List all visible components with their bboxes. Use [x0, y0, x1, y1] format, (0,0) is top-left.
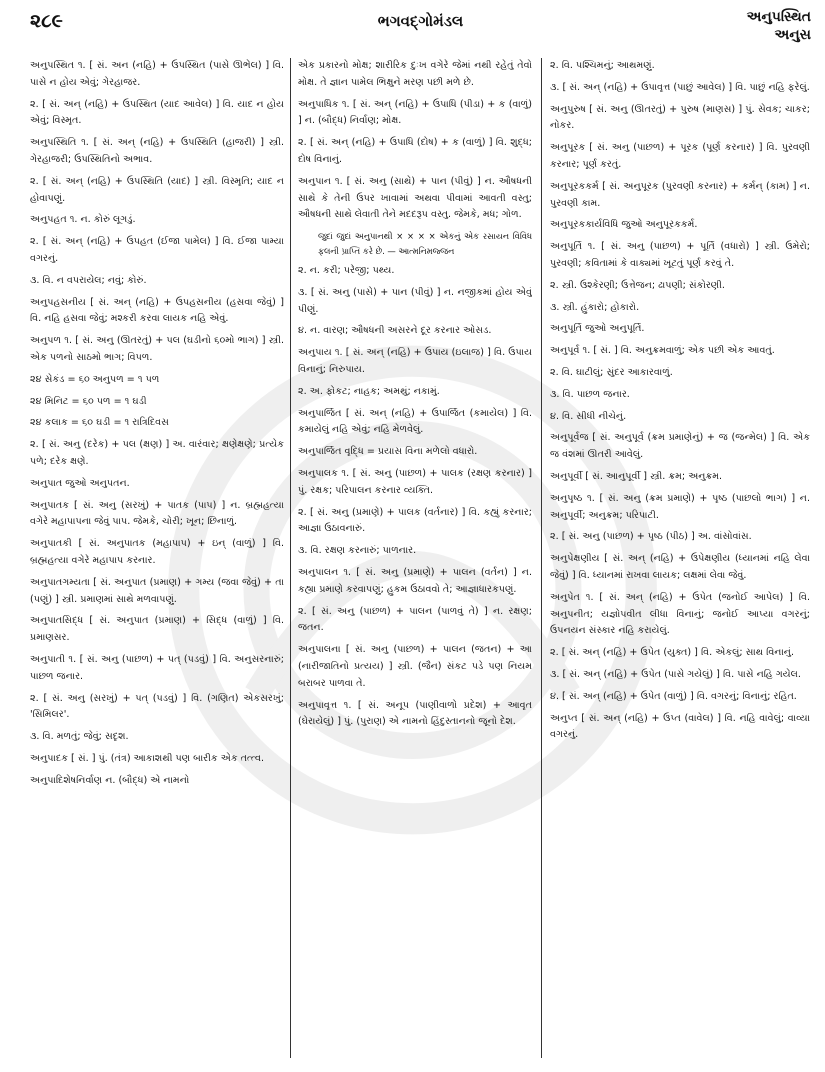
dictionary-entry: અનુપુરુષ [ સં. અનુ (ઊતરતું) + પુરુષ (માણસ) ] પું. સેવક; ચાકર; નોકર.: [550, 103, 810, 132]
dictionary-entry: ૨. [ સં. અન્ (નહિ) + ઉપસ્થિતિ (યાદ) ] સ્ત્રી. વિસ્મૃતિ; યાદ ન હોવાપણું.: [30, 175, 284, 204]
dictionary-entry: અનુપાવૃત્ત ૧. [ સં. અનૂપ (પાણીવાળો પ્રદેશ) + આવૃત (ઘેરાયેલું) ] પું. (પુરાણ) એ નામનો હિંદુસ્તાનનો જૂનો દેશ.: [298, 699, 532, 728]
dictionary-entry: અનુપાલના [ સં. અનુ (પાછળ) + પાલન (જતન) + આ (નારીજાતિનો પ્રત્યય) ] સ્ત્રી. (જૈન) સંકટ પડે પણ નિયમ બરાબર પાળવા તે.: [298, 644, 532, 689]
dictionary-entry: અનુપાદક [ સં. ] પું. (તંત્ર) આકાશથી પણ બારીક એક તત્ત્વ.: [30, 752, 265, 764]
dictionary-entry: અનુપાર્જિત વૃદ્ધિ = પ્રયાસ વિના મળેલો વધારો.: [298, 446, 478, 458]
guide-word-bottom: અનુસ: [774, 27, 811, 43]
dictionary-entry: ૩. વિ. મળતું; જેવું; સદૃશ.: [30, 731, 129, 743]
page-number: ૨૮૯: [30, 10, 63, 32]
dictionary-entry: અનુપૂર્વ ૧. [ સં. ] વિ. અનુક્રમવાળું; એક પછી એક આવતું.: [550, 345, 775, 357]
dictionary-entry: અનુપૂર્તિ ૧. [ સં. અનુ (પાછળ) + પૂર્તિ (વધારો) ] સ્ત્રી. ઉમેરો; પુરવણી; કવિતામાં કે વાક્યમાં ખૂટતું પૂર્ણ કરવું તે.: [550, 241, 810, 269]
dictionary-entry: ૩. વિ. ન વપરાયેલ; નવું; કોરું.: [30, 274, 147, 286]
dictionary-entry: અનુપૂરકકાર્યવિધિ જુઓ અનુપૂરકકર્મ.: [550, 219, 698, 231]
dictionary-entry: ૨. સ્ત્રી. ઉશ્કેરણી; ઉત્તેજન; ઢાપણી; સંકોરણી.: [550, 279, 725, 291]
dictionary-entry: ૨. [ સં. અનુ (દરેક) + પલ (ક્ષણ) ] અ. વારંવાર; ક્ષણેક્ષણે; પ્રત્યેક પળે; દરેક ક્ષણે.: [30, 439, 284, 467]
dictionary-entry: અનુપ્ત [ સં. અન્ (નહિ) + ઉપ્ત (વાવેલ) ] વિ. નહિ વાવેલું; વાવ્યા વગરનું.: [550, 712, 810, 741]
dictionary-entry: ૨. અ. ફોકટ; નાહક; અમથું; નકામું.: [298, 385, 440, 397]
dictionary-entry: અનુપૂર્વી [ સં. આનુપૂર્વી ] સ્ત્રી. ક્રમ; અનુક્રમ.: [550, 470, 723, 482]
dictionary-entry: ૩. [ સં. અનુ (પાસે) + પાન (પીવું) ] ન. નજીકમાં હોય એવું પીણું.: [298, 286, 532, 315]
dictionary-entry: અનુપાધિક ૧. [ સં. અન્ (નહિ) + ઉપાધિ (પીડા) + ક (વાળું) ] ન. (બૌદ્ધ) નિર્વાણ; મોક્ષ.: [298, 98, 532, 127]
dictionary-entry: ૨૪ કલાક = ૬૦ ઘડી = ૧ રાત્રિદિવસ: [30, 417, 169, 429]
dictionary-entry: અનુપૂરકકર્મ [ સં. અનુપૂરક (પુરવણી કરનાર) + કર્મન્ (કામ) ] ન. પુરવણી કામ.: [550, 180, 810, 209]
dictionary-entry: અનુપાર્જિત [ સં. અન્ (નહિ) + ઉપાર્જિત (કમાયેલ) ] વિ. કમાયેલું નહિ એવું; નહિ મેળવેલું.: [298, 407, 532, 436]
dictionary-entry: અનુપસ્થિત ૧. [ સં. અન (નહિ) + ઉપસ્થિત (પાસે ઊભેલ) ] વિ. પાસે ન હોય એવું; ગેરહાજર.: [30, 60, 284, 88]
dictionary-entry: ૨૪ મિનિટ = ૬૦ પળ = ૧ ઘડી: [30, 395, 147, 407]
dictionary-entry: અનુપાય ૧. [ સં. અન્ (નહિ) + ઉપાય (ઇલાજ) ] વિ. ઉપાય વિનાનું; નિરુપાય.: [298, 347, 532, 375]
column-divider: [290, 58, 291, 1058]
dictionary-entry: ૩. [ સં. અન્ (નહિ) + ઉપાવૃત્ત (પાછું આવેલ) ] વિ. પાછું નહિ ફરેલું.: [550, 81, 810, 93]
dictionary-entry: અનુપાતક [ સં. અનુ (સરખું) + પાતક (પાપ) ] ન. બ્રહ્મહત્યા વગેરે મહાપાપના જેવું પાપ. જેમકે, ચોરી; ખૂન; છિનાળું.: [30, 499, 284, 528]
dictionary-entry: અનુપળ ૧. [ સં. અનુ (ઊતરતું) + પલ (ઘડીનો ૬૦મો ભાગ) ] સ્ત્રી. એક પળનો સાઠમો ભાગ; વિપળ.: [30, 335, 284, 363]
dictionary-entry: ૨. વિ. ઘાટીલું; સુંદર આકારવાળું.: [550, 366, 673, 378]
dictionary-entry: ૨૪ સેકંડ = ૬૦ અનુપળ = ૧ પળ: [30, 373, 160, 385]
dictionary-column-2: [298, 58, 532, 1058]
dictionary-entry: એક પ્રકારનો મોક્ષ; શારીરિક દુઃખ વગેરે જેમાં નથી રહેતું તેવો મોક્ષ. તે જ્ઞાન પામેલ ભિક્ષુને મરણ પછી મળે છે.: [298, 60, 532, 88]
dictionary-entry: અનુપૂર્વજ [ સં. અનુપૂર્વ (ક્રમ પ્રમાણેનું) + જ (જન્મેલ) ] વિ. એક જ વંશમાં ઊતરી આવેલું.: [550, 432, 810, 461]
book-title: ભગવદ્ગોમંડલ: [377, 12, 464, 30]
dictionary-entry: અનુપૂરક [ સં. અનુ (પાછળ) + પૂરક (પૂર્ણ કરનાર) ] વિ. પુરવણી કરનાર; પૂર્ણ કરતું.: [550, 142, 810, 170]
dictionary-column-3: [550, 58, 810, 1058]
dictionary-entry: ૪. [ સં. અન્ (નહિ) + ઉપેત (વાળું) ] વિ. વગરનું; વિનાનું; રહિત.: [550, 690, 797, 702]
dictionary-entry: અનુપૃષ્ઠ ૧. [ સં. અનુ (ક્રમ પ્રમાણે) + પૃષ્ઠ (પાછલો ભાગ) ] ન. અનુપૂર્વી; અનુક્રમ; પરિપાટી.: [550, 492, 810, 521]
dictionary-entry: ૩. વિ. રક્ષણ કરનારું; પાળનાર.: [298, 545, 417, 557]
dictionary-entry: અનુપહત ૧. ન. કોરું લૂગડું.: [30, 214, 136, 226]
dictionary-entry: ૩. વિ. પાછળ જનાર.: [550, 388, 630, 400]
dictionary-entry: અનુપેક્ષણીય [ સં. અન્ (નહિ) + ઉપેક્ષણીય (ધ્યાનમાં નહિ લેવા જેવું) ] વિ. ધ્યાનમાં રાખવા લાયક; લક્ષમાં લેવા જેવું.: [550, 553, 810, 581]
dictionary-entry: ૨. [ સં. અનુ (પાછળ) + પૃષ્ઠ (પીઠ) ] અ. વાંસોવાંસ.: [550, 531, 752, 543]
dictionary-entry: અનુપાતી ૧. [ સં. અનુ (પાછળ) + પત્ (પડવું) ] વિ. અનુસરનારું; પાછળ જનાર.: [30, 653, 284, 682]
dictionary-entry: ૨. ન. કરી; પરેજી; પથ્ય.: [298, 264, 395, 276]
dictionary-entry: ૨. [ સં. અનુ (સરખું) + પત્ (પડવું) ] વિ. (ગણિત) એકસરખું; 'સિમિલર'.: [30, 692, 284, 721]
guide-words: [747, 8, 811, 44]
dictionary-entry: અનુપાતસિદ્ધ [ સં. અનુપાત (પ્રમાણ) + સિદ્ધ (વાળું) ] વિ. પ્રમાણસર.: [30, 615, 284, 644]
dictionary-entry: અનુપેત ૧. [ સં. અન્ (નહિ) + ઉપેત (જનોઈ આપેલ) ] વિ. અનુપનીત; યજ્ઞોપવીત લીધા વિનાનું; જનોઈ આપ્યા વગરનું; ઉપનયન સંસ્કાર નહિ કરાયેલું.: [550, 591, 810, 637]
dictionary-entry: ૨. [ સં. અન્ (નહિ) + ઉપહત (ઈજા પામેલ) ] વિ. ઈજા પામ્યા વગરનું.: [30, 236, 284, 264]
dictionary-entry: ૨. [ સં. અનુ (પ્રમાણે) + પાલક (વર્તનાર) ] વિ. કહ્યું કરનાર; આજ્ઞા ઉઠાવનારું.: [298, 506, 532, 535]
column-divider: [541, 58, 542, 1058]
dictionary-entry: અનુપાદિશેષનિર્વાણ ન. (બૌદ્ધ) એ નામનો: [30, 774, 190, 786]
dictionary-entry: ૨. વિ. પશ્ચિમનું; આથમણું.: [550, 60, 655, 71]
dictionary-column-1: [30, 58, 284, 1058]
dictionary-entry: અનુપૂર્તિ જુઓ અનુપૂર્તિ.: [550, 323, 645, 335]
dictionary-entry: અનુપહસનીય [ સં. અન્ (નહિ) + ઉપહસનીય (હસવા જેવું) ] વિ. નહિ હસવા જેવું; મશ્કરી કરવા લાયક નહિ એવું.: [30, 296, 284, 325]
dictionary-entry: અનુપાત જુઓ અનુપતન.: [30, 477, 130, 489]
dictionary-entry: ૩. [ સં. અન્ (નહિ) + ઉપેત (પાસે ગયેલું) ] વિ. પાસે નહિ ગયેલ.: [550, 668, 801, 680]
dictionary-entry: ૨. [ સં. અન્ (નહિ) + ઉપસ્થિત (યાદ આવેલ) ] વિ. યાદ ન હોય એવું; વિસ્મૃત.: [30, 98, 284, 127]
dictionary-entry: ૩. સ્ત્રી. હુંકારો; હોકારો.: [550, 301, 640, 313]
dictionary-entry: અનુપાલક ૧. [ સં. અનુ (પાછળ) + પાલક (રક્ષણ કરનાર) ] પું. રક્ષક; પરિપાલન કરનાર વ્યક્તિ.: [298, 467, 532, 496]
dictionary-entry: અનુપાલન ૧. [ સં. અનુ (પ્રમાણે) + પાલન (વર્તન) ] ન. કહ્યા પ્રમાણે કરવાપણું; હુકમ ઉઠાવવો તે; આજ્ઞાધારકપણું.: [298, 566, 532, 595]
dictionary-entry: અનુપાન ૧. [ સં. અનુ (સાથે) + પાન (પીવું) ] ન. ઔષધની સાથે કે તેની ઉપર ખાવામાં અથવા પીવામાં આવતી વસ્તુ; ઔષધની સાથે લેવાતી તેને મદદરૂપ વસ્તુ. જેમકે, મધ; ગોળ.: [298, 175, 532, 221]
dictionary-entry: ૨. [ સં. અનુ (પાછળ) + પાલન (પાળવું તે) ] ન. રક્ષણ; જતન.: [298, 605, 532, 634]
page-header: [30, 6, 811, 46]
dictionary-entry: ૪. ન. વારણ; ઔષધની અસરને દૂર કરનાર ઓસડ.: [298, 325, 492, 337]
guide-word-top: અનુપસ્થિત: [746, 9, 811, 25]
dictionary-entry: અનુપાતગમ્યતા [ સં. અનુપાત (પ્રમાણ) + ગમ્ય (જવા જેવું) + તા (પણું) ] સ્ત્રી. પ્રમાણમાં સાથે મળવાપણું.: [30, 576, 284, 605]
dictionary-entry: અનુપાતકી [ સં. અનુપાતક (મહાપાપ) + ઇન્ (વાળું) ] વિ. બ્રહ્મહત્યા વગેરે મહાપાપ કરનાર.: [30, 538, 284, 566]
dictionary-entry: ૨. [ સં. અન્ (નહિ) + ઉપાધિ (દોષ) + ક (વાળું) ] વિ. શુદ્ધ; દોષ વિનાનું.: [298, 137, 532, 165]
dictionary-entry: ૪. વિ. સીધી નીચેનું.: [550, 410, 627, 422]
dictionary-entry: ૨. [ સં. અન્ (નહિ) + ઉપેત (યુક્ત) ] વિ. એકલું; સાથ વિનાનું.: [550, 647, 794, 659]
dictionary-entry: અનુપસ્થિતિ ૧. [ સં. અન્ (નહિ) + ઉપસ્થિતિ (હાજરી) ] સ્ત્રી. ગેરહાજરી; ઉપસ્થિતિનો અભાવ.: [30, 137, 284, 165]
dictionary-entry: જુદાં જુદાં અનુપાનથી × × × × એકનું એક રસાયન વિવિધ ફલની પ્રાપ્તિ કરે છે. — આત્મનિમજ્જન: [318, 231, 532, 256]
